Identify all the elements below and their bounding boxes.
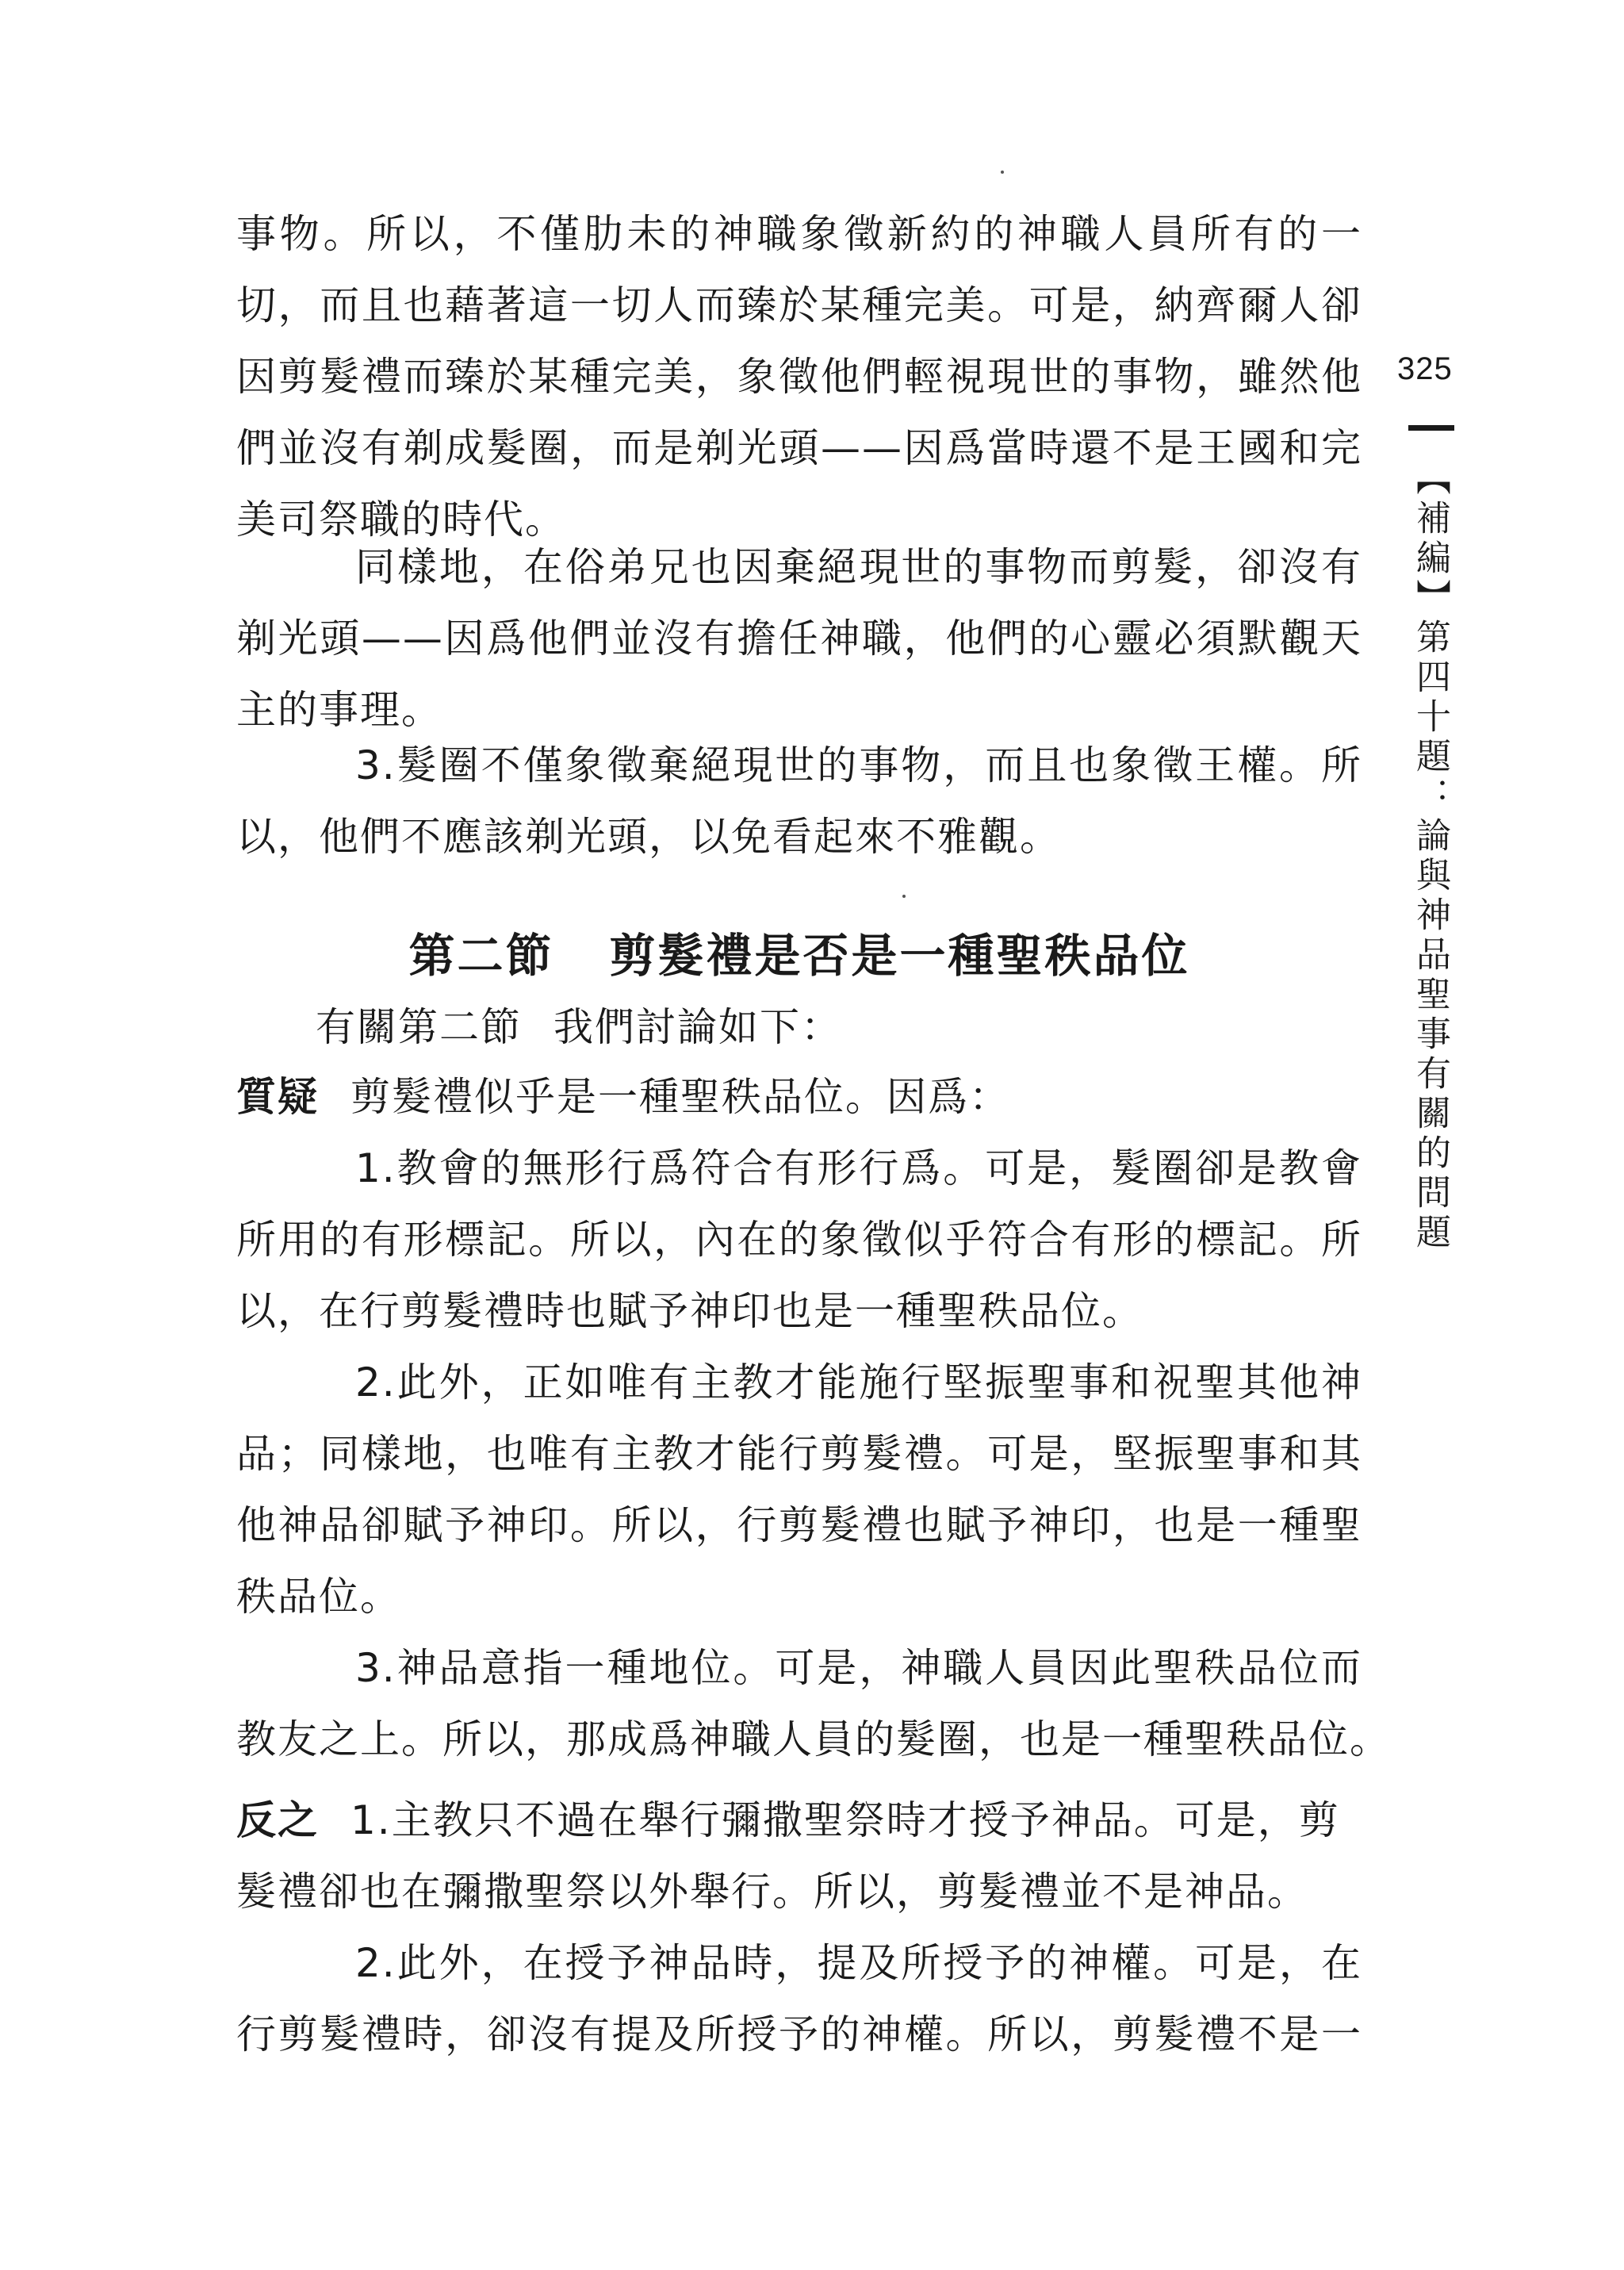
text-line: 以，他們不應該剃光頭，以免看起來不雅觀。 [236,814,1061,860]
text-line: 2.此外，在授予神品時，提及所授予的神權。可是，在 [355,1940,1362,1986]
paragraph-1 [236,198,1362,555]
text-line: 2.此外，正如唯有主教才能施行堅振聖事和祝聖其他神 [355,1359,1362,1405]
paragraph-2 [236,531,1362,746]
section-number: 第二節 [408,929,554,983]
text-line: 們並沒有剃成髮圈，而是剃光頭——因爲當時還不是王國和完 [236,425,1362,471]
paragraph-3 [236,730,1362,872]
text-line: 品；同樣地，也唯有主教才能行剪髮禮。可是，堅振聖事和其 [236,1431,1362,1477]
text-line: 1.教會的無形行爲符合有形行爲。可是，髮圈卻是教會 [355,1145,1362,1191]
sed-contra [236,1785,1362,2070]
text-line: 剃光頭——因爲他們並沒有擔任神職，他們的心靈必須默觀天 [236,615,1362,661]
text-line: 髮禮卻也在彌撒聖祭以外舉行。所以，剪髮禮並不是神品。 [236,1869,1308,1915]
text-line: 主的事理。 [236,687,442,733]
text-line: 3.髮圈不僅象徵棄絕現世的事物，而且也象徵王權。所 [355,742,1362,788]
text-line: 3.神品意指一種地位。可是，神職人員因此聖秩品位而 [355,1645,1362,1691]
intro-line [236,991,1362,1063]
text-line: 以，在行剪髮禮時也賦予神印也是一種聖秩品位。 [236,1288,1143,1334]
text-line: 美司祭職的時代。 [236,497,566,543]
margin-rule [1408,425,1454,431]
page-number: 325 [1397,351,1453,386]
text-line: 他神品卻賦予神印。所以，行剪髮禮也賦予神印，也是一種聖 [236,1502,1362,1548]
scan-speck [902,895,906,898]
text-line: 教友之上。所以，那成爲神職人員的髮圈，也是一種聖秩品位。 [236,1716,1391,1762]
running-head-series: 【補編】 [1410,460,1450,619]
text-line: 行剪髮禮時，卻沒有提及所授予的神權。所以，剪髮禮不是一 [236,2011,1362,2057]
text-line: 因剪髮禮而臻於某種完美，象徵他們輕視現世的事物，雖然他 [236,354,1362,400]
objections [236,1061,1391,1775]
objection-label: 質疑 [236,1073,319,1120]
scan-speck [1001,171,1004,174]
text-line: 同樣地，在俗弟兄也因棄絕現世的事物而剪髮，卻沒有 [355,544,1362,590]
running-head-title: 第四十題：論與神品聖事有關的問題 [1410,619,1450,1253]
text-line: 所用的有形標記。所以，內在的象徵似乎符合有形的標記。所 [236,1217,1362,1263]
text-line: 1.主教只不過在舉行彌撒聖祭時才授予神品。可是，剪 [350,1797,1340,1843]
intro-part-2: 我們討論如下： [553,1004,842,1050]
text-line: 事物。所以，不僅肋未的神職象徵新約的神職人員所有的一 [236,211,1362,257]
objection-lead: 剪髮禮似乎是一種聖秩品位。因爲： [350,1074,1010,1120]
sed-contra-label: 反之 [236,1796,319,1843]
running-head [1402,460,1457,1253]
section-heading [236,920,1362,991]
text-line: 秩品位。 [236,1574,401,1620]
text-line: 切，而且也藉著這一切人而臻於某種完美。可是，納齊爾人卻 [236,282,1362,328]
section-title: 剪髮禮是否是一種聖秩品位 [609,929,1190,983]
intro-part-1: 有關第二節 [316,1004,522,1050]
